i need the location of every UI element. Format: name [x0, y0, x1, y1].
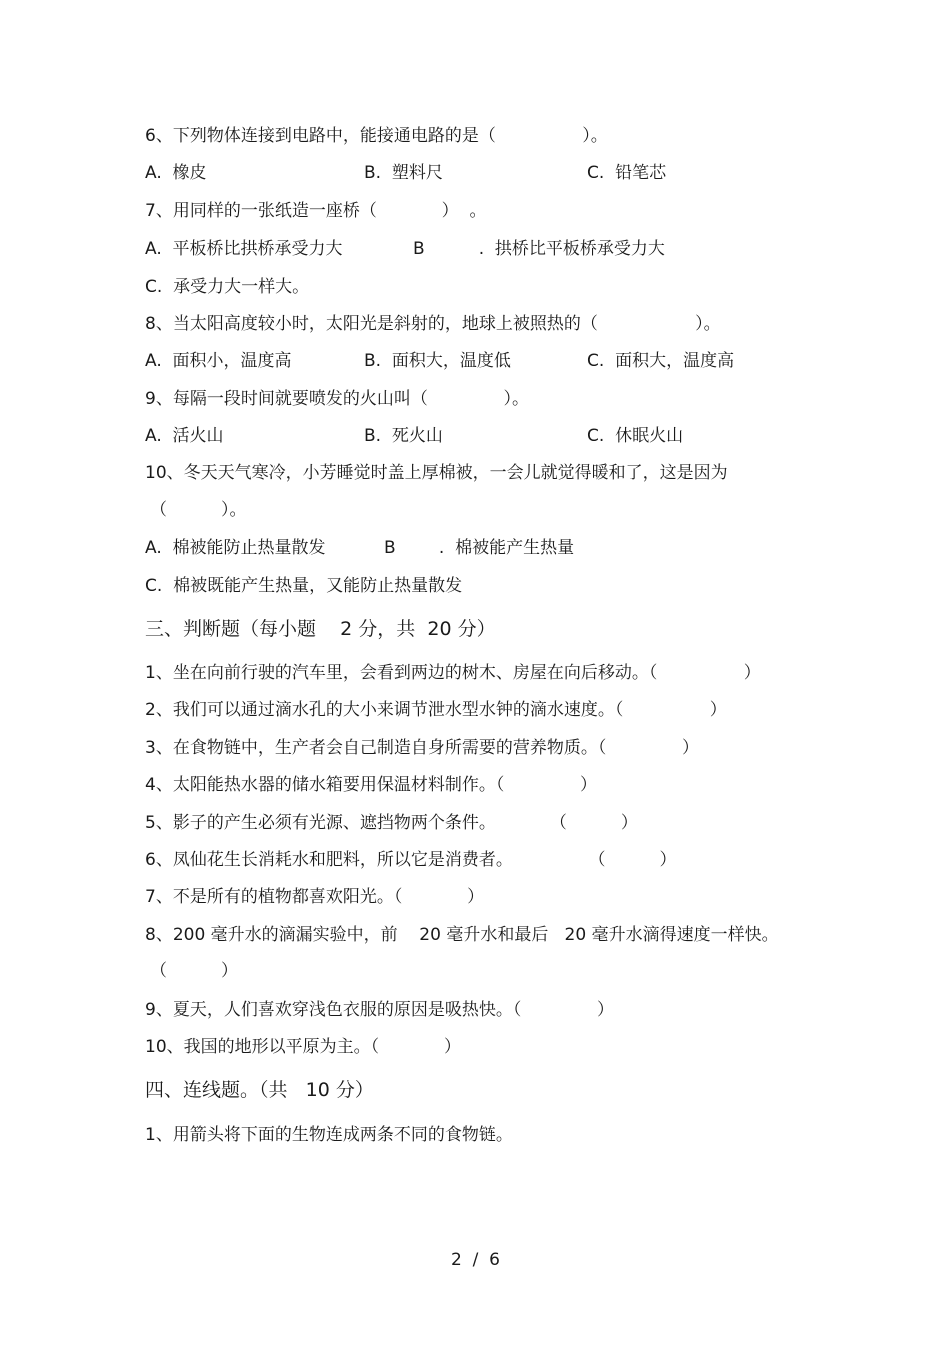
question-6-option-c: C. 铅笔芯 — [587, 163, 667, 183]
question-6-option-a: A. 橡皮 — [145, 163, 207, 183]
question-8-option-c: C. 面积大，温度高 — [587, 351, 735, 371]
question-9-option-b: B. 死火山 — [364, 426, 443, 446]
question-6-option-b: B. 塑料尺 — [364, 163, 443, 183]
question-10-option-a: A. 棉被能防止热量散发 — [145, 538, 326, 558]
question-9-option-a: A. 活火山 — [145, 426, 224, 446]
question-7-option-b: B . 拱桥比平板桥承受力大 — [413, 239, 665, 259]
judgment-item-8-answer: （ ） — [150, 961, 239, 981]
question-7-stem: 7、用同样的一张纸造一座桥（ ） 。 — [145, 201, 487, 221]
question-10-option-c: C. 棉被既能产生热量，又能防止热量散发 — [145, 576, 463, 596]
judgment-item-6: 6、凤仙花生长消耗水和肥料，所以它是消费者。 （ ） — [145, 850, 677, 870]
judgment-item-10: 10、我国的地形以平原为主。（ ） — [145, 1037, 461, 1057]
question-8-stem: 8、当太阳高度较小时，太阳光是斜射的，地球上被照热的（ ）。 — [145, 314, 721, 334]
judgment-item-9: 9、夏天，人们喜欢穿浅色衣服的原因是吸热快。（ ） — [145, 1000, 614, 1020]
question-9-stem: 9、每隔一段时间就要喷发的火山叫（ ）。 — [145, 389, 529, 409]
question-10-option-b: B . 棉被能产生热量 — [384, 538, 575, 558]
section-3-title: 三、判断题（每小题 2 分，共 20 分） — [145, 618, 496, 640]
question-9-option-c: C. 休眠火山 — [587, 426, 684, 446]
judgment-item-8: 8、200 毫升水的滴漏实验中，前 20 毫升水和最后 20 毫升水滴得速度一样快。 — [145, 925, 779, 945]
question-8-option-a: A. 面积小，温度高 — [145, 351, 292, 371]
judgment-item-3: 3、在食物链中，生产者会自己制造自身所需要的营养物质。（ ） — [145, 738, 699, 758]
question-7-option-a: A. 平板桥比拱桥承受力大 — [145, 239, 343, 259]
judgment-item-7: 7、不是所有的植物都喜欢阳光。（ ） — [145, 887, 485, 907]
judgment-item-4: 4、太阳能热水器的储水箱要用保温材料制作。（ ） — [145, 775, 597, 795]
judgment-item-2: 2、我们可以通过滴水孔的大小来调节泄水型水钟的滴水速度。（ ） — [145, 700, 727, 720]
question-8-option-b: B. 面积大，温度低 — [364, 351, 511, 371]
judgment-item-1: 1、坐在向前行驶的汽车里，会看到两边的树木、房屋在向后移动。（ ） — [145, 663, 761, 683]
judgment-item-5: 5、影子的产生必须有光源、遮挡物两个条件。 （ ） — [145, 813, 638, 833]
question-7-option-c: C. 承受力大一样大。 — [145, 277, 310, 297]
question-10-stem: 10、冬天天气寒冷，小芳睡觉时盖上厚棉被，一会儿就觉得暖和了，这是因为 — [145, 463, 728, 483]
section-4-title: 四、连线题。（共 10 分） — [145, 1079, 374, 1101]
question-10-stem-continued: （ ）。 — [150, 500, 247, 520]
question-6-stem: 6、下列物体连接到电路中，能接通电路的是（ ）。 — [145, 126, 608, 146]
page-number: 2 / 6 — [451, 1250, 500, 1270]
matching-item-1: 1、用箭头将下面的生物连成两条不同的食物链。 — [145, 1125, 513, 1145]
